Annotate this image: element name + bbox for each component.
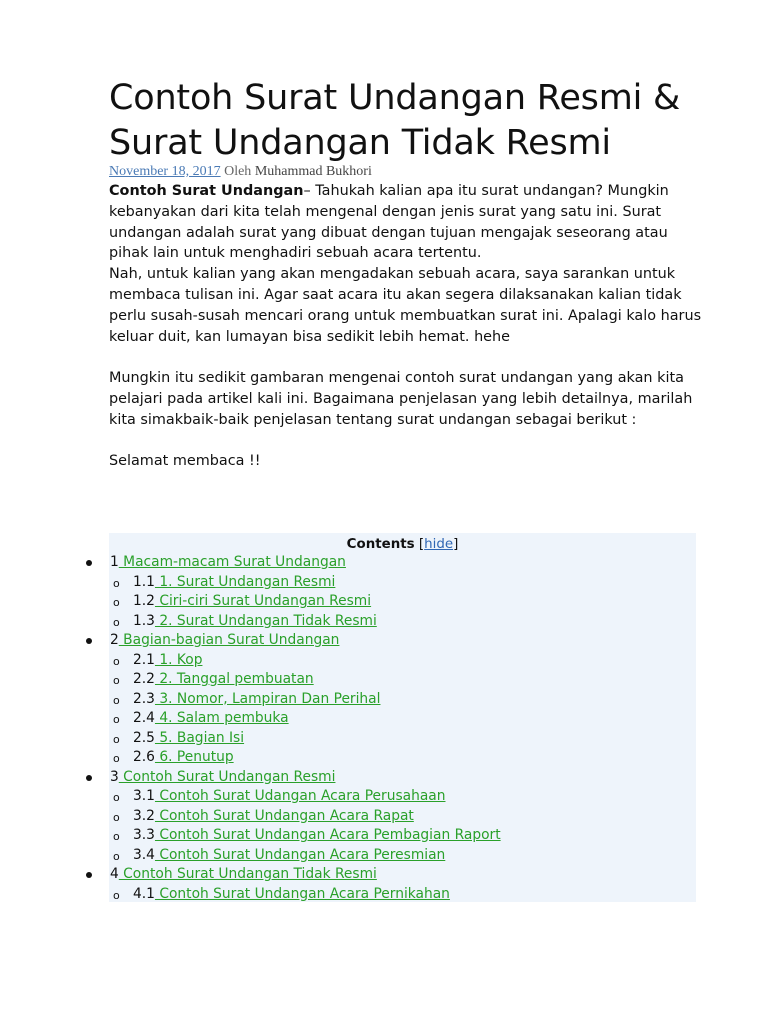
toc-item-link[interactable]: Contoh Surat Undangan Acara Pernikahan xyxy=(154,885,450,902)
toc-item-link[interactable]: Bagian-bagian Surat Undangan xyxy=(118,632,340,648)
toc-sub-bullet-icon: o xyxy=(113,693,120,707)
article-title-line-2: Surat Undangan Tidak Resmi xyxy=(109,123,611,163)
toc-bullet-icon xyxy=(86,638,92,644)
toc-item-number: 3.4 xyxy=(133,846,155,863)
toc-item-number: 3 xyxy=(110,768,119,785)
toc-item-link[interactable]: Contoh Surat Undangan Resmi xyxy=(118,768,336,785)
toc-item-number: 1.3 xyxy=(133,612,155,629)
toc-item-link[interactable]: 2. Surat Undangan Tidak Resmi xyxy=(154,612,377,629)
toc-item-number: 3.3 xyxy=(133,827,155,843)
toc-item[interactable] xyxy=(133,709,289,729)
article-meta xyxy=(109,164,372,180)
toc-item-link[interactable]: Contoh Surat Undangan Acara Pembagian Raport xyxy=(154,827,501,843)
toc-item[interactable] xyxy=(133,729,244,749)
toc-item[interactable] xyxy=(133,787,445,807)
toc-item[interactable] xyxy=(110,553,346,573)
toc-item-number: 2.1 xyxy=(133,651,155,668)
toc-item-link[interactable]: 3. Nomor, Lampiran Dan Perihal xyxy=(154,690,381,707)
toc-item-link[interactable]: Macam-macam Surat Undangan xyxy=(118,554,346,570)
toc-sub-bullet-icon: o xyxy=(113,888,120,902)
toc-sub-bullet-icon: o xyxy=(113,732,120,746)
toc-sub-bullet-icon: o xyxy=(113,810,120,824)
article-title xyxy=(109,76,729,166)
article-date-link[interactable]: November 18, 2017 xyxy=(109,164,221,179)
toc-item[interactable] xyxy=(110,768,335,788)
toc-item-number: 3.1 xyxy=(133,788,155,804)
toc-item[interactable] xyxy=(133,670,314,690)
toc-bullet-icon xyxy=(86,872,92,878)
toc-item[interactable] xyxy=(133,690,380,710)
paragraph-3: Mungkin itu sedikit gambaran mengenai contoh surat undangan yang akan kita pelajari pada artikel kali ini. Bagaimana penjelasan yang lebih detailnya, marilah kita simakbaik-baik penjelasan tentang surat undangan sebagai berikut : xyxy=(109,370,693,428)
toc-item[interactable] xyxy=(133,573,335,593)
toc-item[interactable] xyxy=(133,748,234,768)
toc-item-link[interactable]: Contoh Surat Udangan Acara Perusahaan xyxy=(154,788,446,804)
toc-item-link[interactable]: 5. Bagian Isi xyxy=(154,729,245,746)
toc-item[interactable] xyxy=(133,807,414,827)
toc-item-number: 4.1 xyxy=(133,885,155,902)
toc-item-link[interactable]: 1. Surat Undangan Resmi xyxy=(154,573,336,590)
toc-item-number: 2 xyxy=(110,632,119,648)
toc-sub-bullet-icon: o xyxy=(113,654,120,668)
toc-sub-bullet-icon: o xyxy=(113,615,120,629)
toc-item-link[interactable]: 2. Tanggal pembuatan xyxy=(154,671,314,687)
toc-item-link[interactable]: Ciri-ciri Surat Undangan Resmi xyxy=(154,593,372,609)
toc-sub-bullet-icon: o xyxy=(113,849,120,863)
toc-item-number: 2.4 xyxy=(133,710,155,726)
toc-item[interactable] xyxy=(133,826,501,846)
toc-sub-bullet-icon: o xyxy=(113,752,120,765)
toc-item-number: 1.1 xyxy=(133,573,155,590)
toc-bullet-icon xyxy=(86,560,92,566)
toc-item-number: 2.5 xyxy=(133,729,155,746)
toc-item[interactable] xyxy=(110,631,339,651)
toc-item-number: 2.2 xyxy=(133,671,155,687)
toc-sub-bullet-icon: o xyxy=(113,674,120,687)
paragraph-2: Nah, untuk kalian yang akan mengadakan sebuah acara, saya sarankan untuk membaca tulisan ini. Agar saat acara itu akan segera dilaksanakan kalian tidak perlu susah-susah mencari orang untuk membuatkan surat ini. Apalagi kalo harus keluar duit, kan lumayan bisa sedikit lebih hemat. hehe xyxy=(109,266,702,345)
toc-sub-bullet-icon: o xyxy=(113,830,120,843)
toc-item-link[interactable]: 4. Salam pembuka xyxy=(154,710,289,726)
toc-sub-bullet-icon: o xyxy=(113,791,120,804)
toc-item[interactable] xyxy=(133,612,377,632)
toc-item-link[interactable]: 6. Penutup xyxy=(154,749,234,765)
toc-item-link[interactable]: 1. Kop xyxy=(154,651,203,668)
toc-item-number: 1 xyxy=(110,554,119,570)
intro-text: – Tahukah kalian apa itu surat undangan? Mungkin kebanyakan dari kita telah mengenal dengan jenis surat yang satu ini. Surat undangan adalah surat yang dibuat dengan tujuan mengajak seseorang atau pihak lain untuk menghadiri sebuah acara tertentu. xyxy=(109,183,669,262)
toc-item-number: 3.2 xyxy=(133,807,155,824)
toc-sub-bullet-icon: o xyxy=(113,576,120,590)
toc-item[interactable] xyxy=(133,846,445,866)
toc-item-number: 4 xyxy=(110,866,119,882)
intro-bold-term: Contoh Surat Undangan xyxy=(109,183,304,199)
toc-hide-link[interactable]: hide xyxy=(424,537,454,552)
article-body xyxy=(109,181,709,472)
toc-item-number: 2.6 xyxy=(133,749,155,765)
toc-header: Contents [hide] xyxy=(346,537,459,552)
toc-item-link[interactable]: Contoh Surat Undangan Tidak Resmi xyxy=(118,866,377,882)
toc-sub-bullet-icon: o xyxy=(113,596,120,609)
paragraph-4: Selamat membaca !! xyxy=(109,453,261,470)
toc-item[interactable] xyxy=(133,651,202,671)
toc-item[interactable] xyxy=(110,865,377,885)
toc-item-number: 2.3 xyxy=(133,690,155,707)
toc-sub-bullet-icon: o xyxy=(113,713,120,726)
article-title-line-1: Contoh Surat Undangan Resmi & xyxy=(109,78,681,118)
toc-item-number: 1.2 xyxy=(133,593,155,609)
intro-paragraph xyxy=(109,181,709,264)
toc-item-link[interactable]: Contoh Surat Undangan Acara Rapat xyxy=(154,807,414,824)
toc-item-link[interactable]: Contoh Surat Undangan Acara Peresmian xyxy=(154,846,446,863)
article-author: Muhammad Bukhori xyxy=(254,164,372,179)
toc-item[interactable] xyxy=(133,885,450,905)
by-label: Oleh xyxy=(224,164,252,179)
toc-bullet-icon xyxy=(86,775,92,781)
toc-title: Contents xyxy=(346,537,415,552)
toc-item[interactable] xyxy=(133,592,371,612)
